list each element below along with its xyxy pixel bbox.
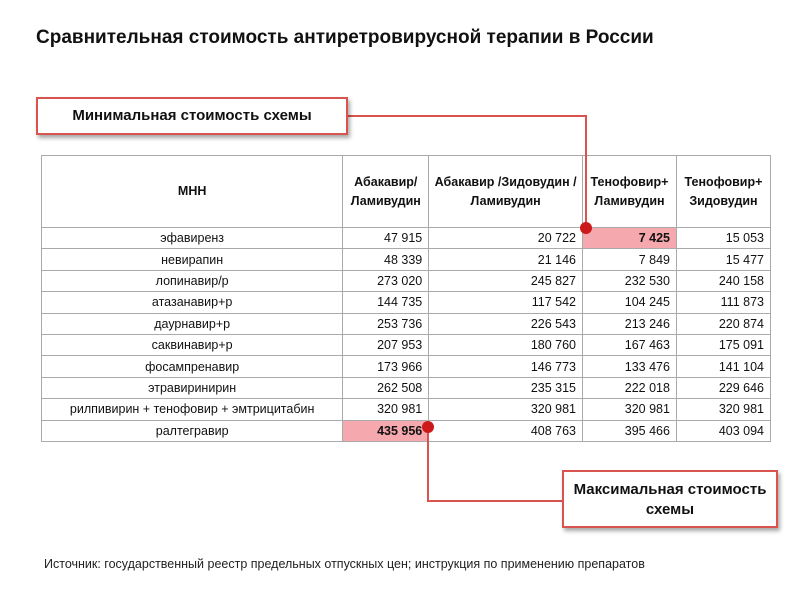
- min-connector-vertical: [585, 115, 587, 227]
- max-connector-horizontal: [427, 500, 563, 502]
- cell-value: 15 053: [676, 228, 770, 249]
- cell-value: 173 966: [343, 356, 429, 377]
- cell-value-min-highlight: 7 425: [583, 228, 677, 249]
- cell-value: 175 091: [676, 334, 770, 355]
- max-connector-vertical: [427, 428, 429, 501]
- cell-value: 48 339: [343, 249, 429, 270]
- cell-value-max-highlight: 435 956: [343, 420, 429, 441]
- cell-value: 262 508: [343, 377, 429, 398]
- cell-value: 144 735: [343, 292, 429, 313]
- row-name: фосампренавир: [42, 356, 343, 377]
- cell-value: 47 915: [343, 228, 429, 249]
- cell-value: 104 245: [583, 292, 677, 313]
- cell-value: 21 146: [429, 249, 583, 270]
- cell-value: 146 773: [429, 356, 583, 377]
- min-cost-callout: [36, 97, 348, 135]
- table-row: [42, 420, 771, 441]
- cell-value: 133 476: [583, 356, 677, 377]
- cell-value: 117 542: [429, 292, 583, 313]
- row-name: ралтегравир: [42, 420, 343, 441]
- table-row: [42, 270, 771, 291]
- page-title: Сравнительная стоимость антиретровирусной терапии в России: [36, 27, 654, 48]
- cell-value: 232 530: [583, 270, 677, 291]
- cell-value: 222 018: [583, 377, 677, 398]
- cell-value: 253 736: [343, 313, 429, 334]
- header-tenofovir-zidovudine: Тенофовир+ Зидовудин: [676, 156, 770, 228]
- header-tenofovir-lamivudine: Тенофовир+ Ламивудин: [583, 156, 677, 228]
- header-abacavir-zidovudine-lamivudine: Абакавир /Зидовудин / Ламивудин: [429, 156, 583, 228]
- row-name: даурнавир+р: [42, 313, 343, 334]
- cell-value: 245 827: [429, 270, 583, 291]
- cell-value: 226 543: [429, 313, 583, 334]
- min-connector-horizontal: [348, 115, 586, 117]
- cell-value: 213 246: [583, 313, 677, 334]
- cell-value: 7 849: [583, 249, 677, 270]
- cell-value: 229 646: [676, 377, 770, 398]
- header-mnn: МНН: [42, 156, 343, 228]
- row-name: рилпивирин + тенофовир + эмтрицитабин: [42, 399, 343, 420]
- cell-value: 273 020: [343, 270, 429, 291]
- cell-value: 320 981: [676, 399, 770, 420]
- cell-value: 408 763: [429, 420, 583, 441]
- cell-value: 180 760: [429, 334, 583, 355]
- table-row: [42, 313, 771, 334]
- table-row: [42, 334, 771, 355]
- row-name: атазанавир+р: [42, 292, 343, 313]
- cell-value: 207 953: [343, 334, 429, 355]
- table-row: [42, 228, 771, 249]
- min-cost-callout-text: Минимальная стоимость схемы: [72, 107, 312, 124]
- table-row: [42, 292, 771, 313]
- max-cost-callout: [562, 470, 778, 528]
- table-row: [42, 399, 771, 420]
- row-name: этравиринирин: [42, 377, 343, 398]
- table-header-row: [42, 156, 771, 228]
- row-name: лопинавир/р: [42, 270, 343, 291]
- cell-value: 235 315: [429, 377, 583, 398]
- row-name: эфавиренз: [42, 228, 343, 249]
- cell-value: 320 981: [429, 399, 583, 420]
- header-abacavir-lamivudine: Абакавир/ Ламивудин: [343, 156, 429, 228]
- table-row: [42, 356, 771, 377]
- row-name: саквинавир+р: [42, 334, 343, 355]
- source-note: Источник: государственный реестр предельных отпускных цен; инструкция по применению препаратов: [44, 557, 645, 571]
- cell-value: 15 477: [676, 249, 770, 270]
- cell-value: 20 722: [429, 228, 583, 249]
- cell-value: 320 981: [343, 399, 429, 420]
- cell-value: 395 466: [583, 420, 677, 441]
- table-row: [42, 249, 771, 270]
- max-marker-dot: [422, 421, 434, 433]
- cell-value: 403 094: [676, 420, 770, 441]
- cell-value: 167 463: [583, 334, 677, 355]
- row-name: невирапин: [42, 249, 343, 270]
- max-cost-callout-text: Максимальная стоимость схемы: [573, 481, 767, 518]
- cell-value: 320 981: [583, 399, 677, 420]
- cell-value: 240 158: [676, 270, 770, 291]
- cell-value: 220 874: [676, 313, 770, 334]
- cost-table: [41, 155, 771, 442]
- cell-value: 111 873: [676, 292, 770, 313]
- table-row: [42, 377, 771, 398]
- min-marker-dot: [580, 222, 592, 234]
- cell-value: 141 104: [676, 356, 770, 377]
